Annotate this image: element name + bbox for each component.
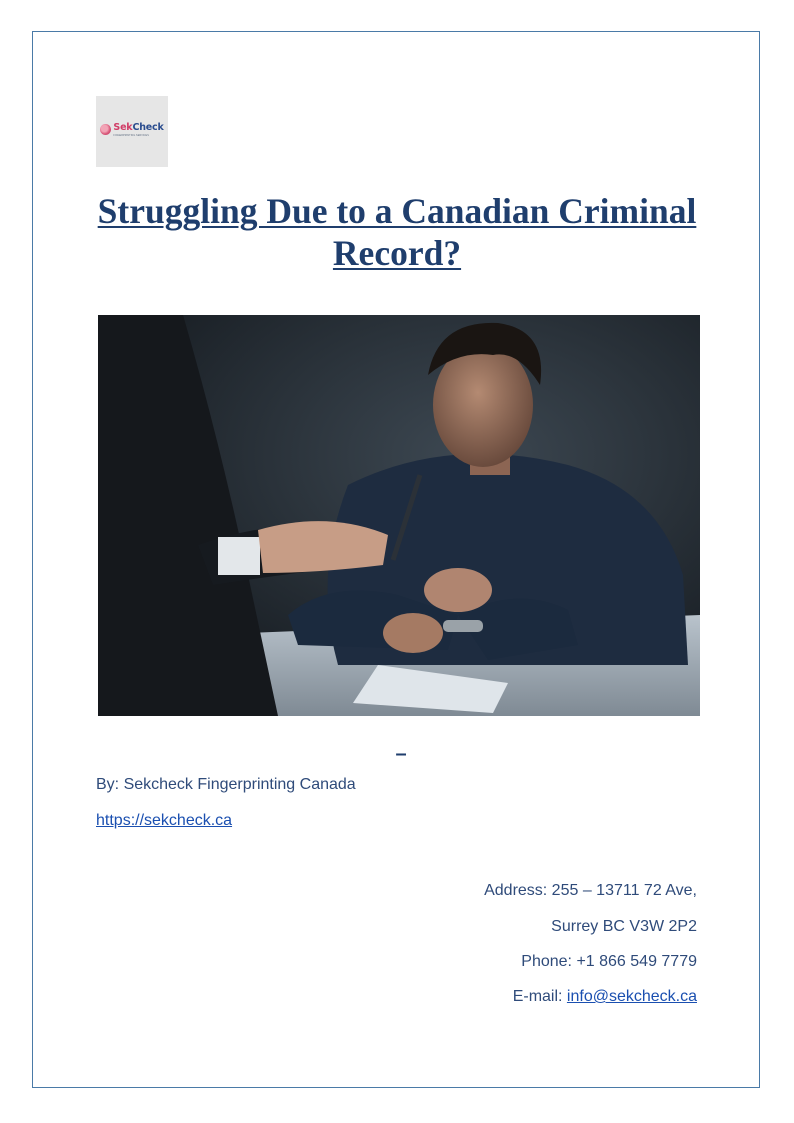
address-line-1: Address: 255 – 13711 72 Ave, <box>484 882 697 899</box>
email-line <box>513 987 697 1007</box>
address-line-2: Surrey BC V3W 2P2 <box>551 918 697 935</box>
author-byline: By: Sekcheck Fingerprinting Canada <box>96 776 356 793</box>
email-link[interactable]: info@sekcheck.ca <box>566 988 697 1005</box>
phone-number: Phone: +1 866 549 7779 <box>521 953 697 970</box>
company-logo <box>96 96 168 167</box>
interrogation-photo <box>98 315 700 716</box>
website-link[interactable]: https://sekcheck.ca <box>96 812 233 829</box>
email-label: E-mail: <box>512 988 567 1005</box>
page-title: Struggling Due to a Canadian Criminal Record? <box>97 191 697 273</box>
fingerprint-icon <box>100 124 111 135</box>
separator-dash: – <box>395 743 407 765</box>
logo-wordmark: SekCheck <box>113 121 164 133</box>
logo-tagline: FINGERPRINTING SERVICES <box>113 133 149 137</box>
